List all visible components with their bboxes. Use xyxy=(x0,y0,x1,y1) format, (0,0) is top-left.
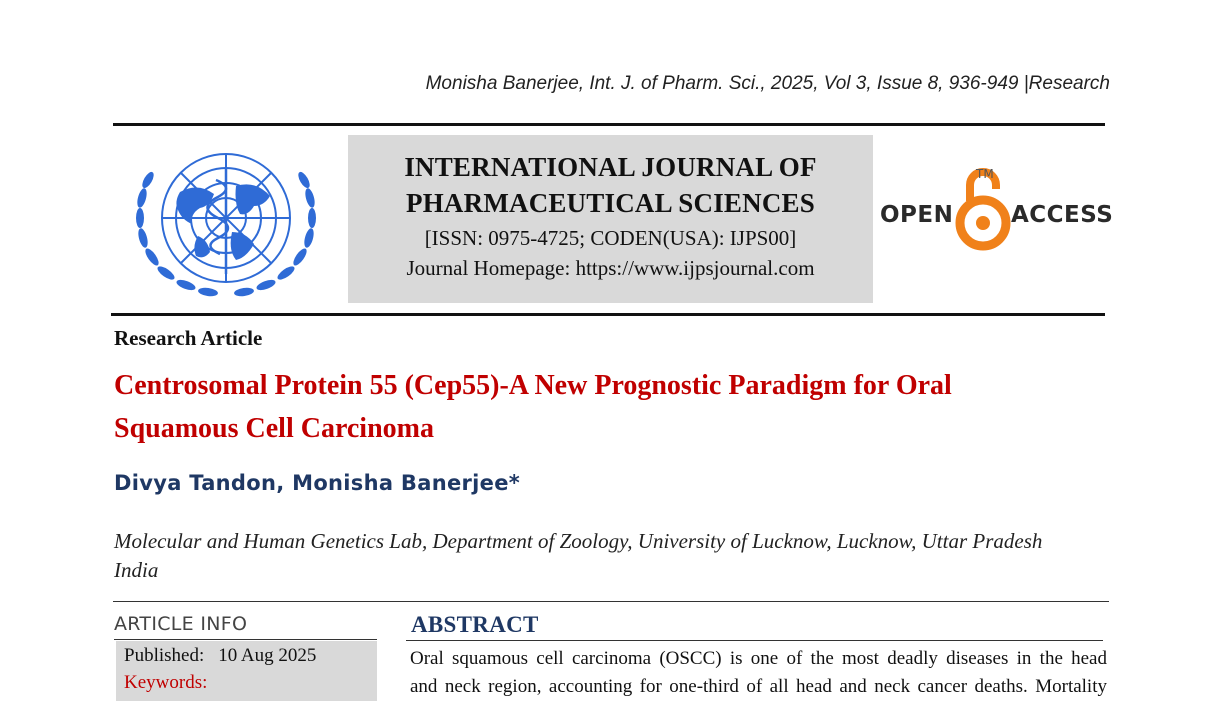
header-rule-bottom xyxy=(111,313,1105,316)
published-row xyxy=(124,643,316,669)
abstract-line2: and neck region, accounting for one-third of all head and neck cancer deaths. Mortality xyxy=(410,676,1107,697)
article-affiliation xyxy=(114,527,1114,585)
article-title-line1: Centrosomal Protein 55 (Cep55)-A New Prognostic Paradigm for Oral xyxy=(114,370,952,401)
journal-name xyxy=(348,149,873,221)
article-title-line2: Squamous Cell Carcinoma xyxy=(114,413,434,444)
un-emblem-icon xyxy=(128,140,324,306)
published-label: Published: xyxy=(124,645,205,666)
abstract-line1: Oral squamous cell carcinoma (OSCC) is one of the most deadly diseases in the head xyxy=(410,648,1107,669)
article-info-box xyxy=(116,641,377,701)
abstract-heading: ABSTRACT xyxy=(411,612,539,637)
abstract-body xyxy=(410,645,1107,701)
section-divider xyxy=(113,601,1109,602)
article-type: Research Article xyxy=(114,326,263,350)
open-access-tm: TM xyxy=(976,167,994,181)
journal-name-line1: INTERNATIONAL JOURNAL OF xyxy=(404,152,817,182)
open-access-logo xyxy=(880,165,1114,255)
running-header: Monisha Banerjee, Int. J. of Pharm. Sci., 2025, Vol 3, Issue 8, 936-949 |Research xyxy=(425,73,1110,94)
header-rule-top xyxy=(113,123,1105,126)
affiliation-line1: Molecular and Human Genetics Lab, Department of Zoology, University of Lucknow, Lucknow, Uttar Pradesh xyxy=(114,529,1043,553)
affiliation-line2: India xyxy=(114,558,159,582)
published-date: 10 Aug 2025 xyxy=(218,645,317,666)
abstract-underline xyxy=(406,640,1103,641)
article-authors: Divya Tandon, Monisha Banerjee* xyxy=(114,471,521,495)
journal-issn: [ISSN: 0975-4725; CODEN(USA): IJPS00] xyxy=(424,226,797,250)
open-access-access-text: ACCESS xyxy=(1011,202,1114,228)
article-info-underline xyxy=(114,639,377,640)
article-title xyxy=(114,364,1114,450)
open-access-open-text: OPEN xyxy=(880,202,954,228)
journal-banner xyxy=(348,135,873,303)
journal-homepage[interactable]: Journal Homepage: https://www.ijpsjournal.com xyxy=(406,256,815,280)
journal-name-line2: PHARMACEUTICAL SCIENCES xyxy=(406,188,815,218)
keywords-label: Keywords: xyxy=(124,672,208,693)
article-info-heading: ARTICLE INFO xyxy=(114,613,248,635)
